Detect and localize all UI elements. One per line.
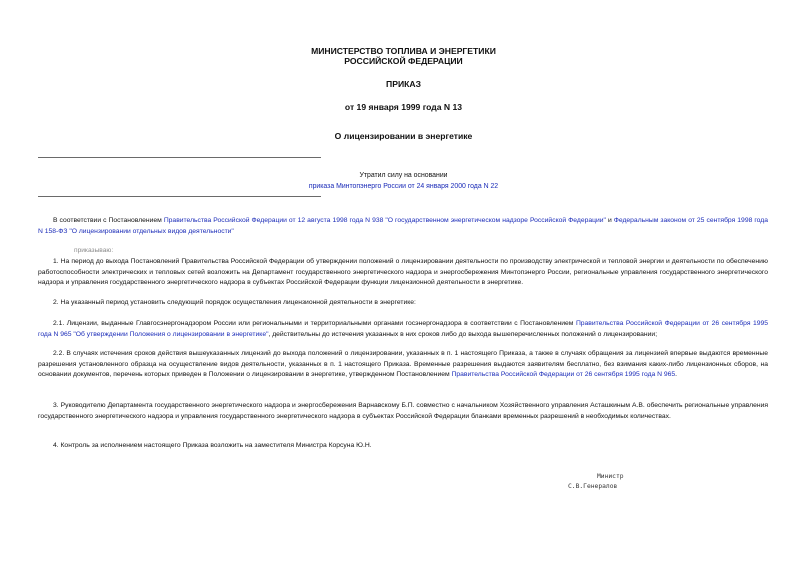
paragraph-2-1 — [38, 319, 768, 340]
status-note: Утратил силу на основании — [359, 172, 448, 179]
paragraph-2-text: 2. На указанный период установить следующий порядок осуществления лицензионной деятельности в энергетике: — [53, 299, 416, 306]
document-title: О лицензировании в энергетике — [334, 131, 473, 141]
paragraph-2-1-text-1: 2.1. Лицензии, выданные Главгосэнергонадзором России или региональными и территориальными органами госэнергонадзора в соответствии с Постановлением — [53, 320, 576, 327]
paragraph-2-2-text-1: 2.2. В случаях истечения сроков действия вышеуказанных лицензий до выхода положений о лицензировании, указанных в п. 1 настоящего Приказа, а также в случаях обращения за лицензией впервые выдаются временные разрешения установленного образца на осуществление видов деятельности, указанных в п. 1 настоящего Приказа. Временные разрешения выдаются заявителям бесплатно, без взимания каких-либо лицензионных сборов, на основании документов, перечень которых приведен в Положении о лицензировании в энергетике, утвержденном Постановлением — [38, 350, 768, 378]
paragraph-2 — [38, 298, 768, 309]
ministry-line-1: МИНИСТЕРСТВО ТОПЛИВА И ЭНЕРГЕТИКИ — [311, 46, 496, 56]
paragraph-4 — [38, 441, 768, 452]
paragraph-2-1-text-2: , действительны до истечения указанных в них сроков либо до выхода вышеперечисленных положений о лицензировании; — [268, 330, 658, 338]
ministry-line-2: РОССИЙСКОЙ ФЕДЕРАЦИИ — [344, 56, 463, 66]
divider-bottom — [38, 196, 321, 197]
paragraph-1 — [38, 257, 768, 289]
document-date: от 19 января 1999 года N 13 — [344, 102, 463, 112]
paragraph-2-2 — [38, 349, 768, 381]
preamble-text-2: и — [605, 217, 614, 224]
paragraph-1-text: 1. На период до выхода Постановлений Правительства Российской Федерации об утверждении положений о лицензировании деятельности по производству электрической и тепловой энергии и деятельности по обеспечению работоспособности электрических и тепловых сетей возложить на Департамент государственного энергетического надзора и энергосбережения Минтопэнерго России, региональные управления государственного энергетического надзора и управления государственного энергетического надзора в субъектах Российской Федерации функции лицензионной деятельности в энергетике. — [38, 258, 768, 286]
document-type: ПРИКАЗ — [386, 79, 421, 89]
preamble-paragraph — [38, 216, 768, 237]
preamble-text-1: В соответствии с Постановлением — [53, 217, 164, 224]
federal-law-158-link[interactable]: Федеральным законом от 25 сентября 1998 года N 158-ФЗ "О лицензировании отдельных видов деятельности" — [38, 217, 768, 235]
government-decree-965-link[interactable]: Правительства Российской Федерации от 26 сентября 1995 года N 965 "Об утверждении Положения о лицензировании в энергетике" — [38, 320, 769, 338]
paragraph-3 — [38, 401, 768, 422]
paragraph-2-2-text-2: . — [675, 371, 678, 378]
signature-title: Министр — [597, 473, 624, 480]
repeal-order-link[interactable]: приказа Минтопэнерго России от 24 января 2000 года N 22 — [308, 183, 499, 190]
government-decree-938-link[interactable]: Правительства Российской Федерации от 12 августа 1998 года N 938 "О государственном энергетическом надзоре Российской Федерации" — [163, 217, 606, 224]
status-link-row — [0, 182, 807, 191]
paragraph-3-text: 3. Руководителю Департамента государственного энергетического надзора и энергосбережения Варнавскому Б.П. совместно с начальником Хозяйственного управления Асташкиным А.В. обеспечить региональные управления государственного энергетического надзора и управления государственного энергетического надзора в субъектах Российской Федерации бланками временных разрешений в необходимых количествах. — [38, 402, 768, 420]
order-word: приказываю: — [74, 247, 114, 254]
government-decree-965-link-2[interactable]: Правительства Российской Федерации от 26 сентября 1995 года N 965 — [451, 371, 676, 378]
paragraph-4-text: 4. Контроль за исполнением настоящего Приказа возложить на заместителя Министра Корсуна Ю.Н. — [53, 442, 372, 449]
divider-top — [38, 157, 321, 158]
signature-name: С.В.Генералов — [568, 483, 618, 490]
